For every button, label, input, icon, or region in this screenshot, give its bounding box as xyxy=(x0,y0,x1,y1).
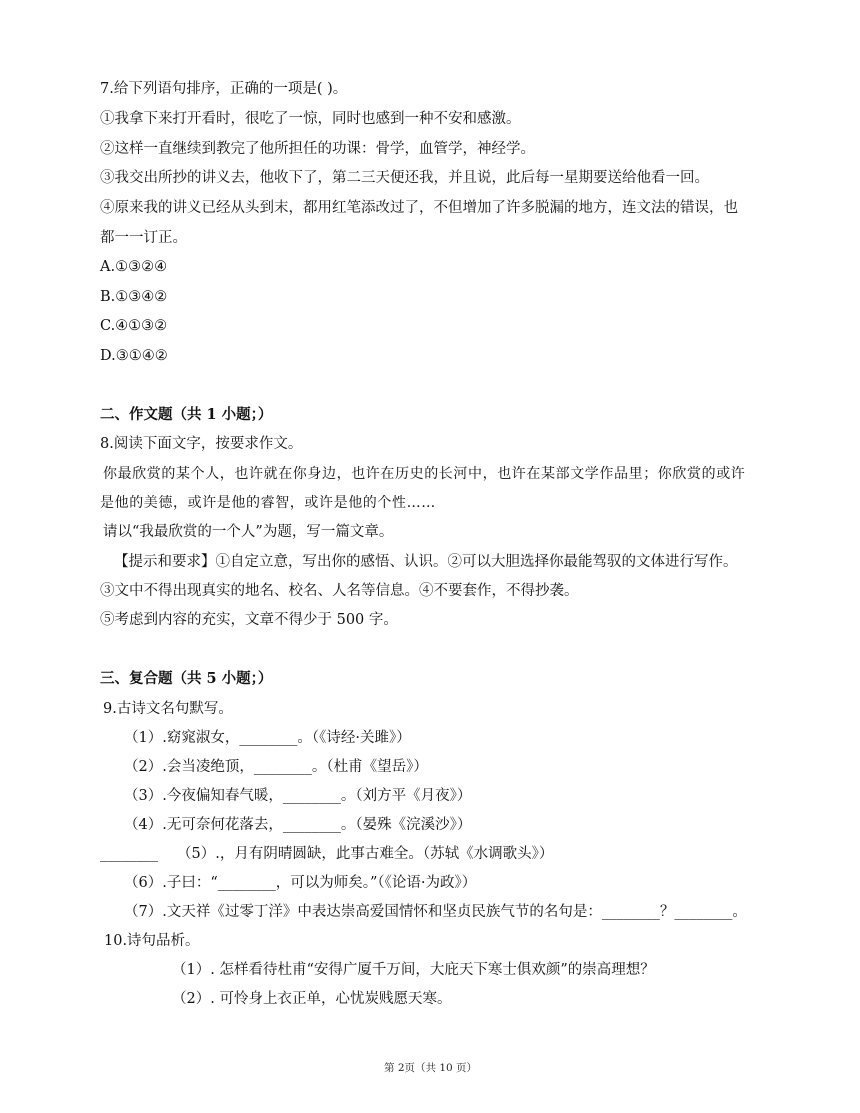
q10-stem: 10.诗句品析。 xyxy=(104,933,200,949)
q7-option-c: C.④①③② xyxy=(100,318,168,334)
q8-prompt-line-2: 是他的美德，或许是他的睿智，或许是他的个性…… xyxy=(100,495,436,511)
q9-item-1: （1）.窈窕淑女，________。（《诗经·关雎》） xyxy=(124,730,411,746)
section-2-heading: 二、作文题（共 1 小题；） xyxy=(100,406,273,423)
q9-item-6: （6）.子曰：“________，可以为师矣。”（《论语·为政》） xyxy=(124,875,477,891)
q9-item-4: （4）.无可奈何花落去，________。（晏殊《浣溪沙》） xyxy=(124,817,472,833)
q10-item-2: （2）. 可怜身上衣正单，心忧炭贱愿天寒。 xyxy=(172,991,452,1007)
q7-sentence-3: ③我交出所抄的讲义去，他收下了，第二三天便还我，并且说，此后每一星期要送给他看一回。 xyxy=(100,170,709,186)
q9-item-2: （2）.会当凌绝顶，________。（杜甫《望岳》） xyxy=(124,759,428,775)
q8-requirements-2: ③文中不得出现真实的地名、校名、人名等信息。④不要套作，不得抄袭。 xyxy=(100,583,579,599)
q10-item-1: （1）. 怎样看待杜甫“安得广厦千万间，大庇天下寒士俱欢颜”的崇高理想？ xyxy=(172,962,655,978)
q8-requirements-1: 【提示和要求】①自定立意，写出你的感悟、认识。②可以大胆选择你最能驾驭的文体进行写作。 xyxy=(114,554,738,570)
q7-option-a: A.①③②④ xyxy=(100,259,168,275)
q7-sentence-4: ④原来我的讲义已经从头到末，都用红笔添改过了，不但增加了许多脱漏的地方，连文法的错误，也 xyxy=(100,200,738,216)
section-3-heading: 三、复合题（共 5 小题；） xyxy=(100,670,273,687)
q7-sentence-2: ②这样一直继续到教完了他所担任的功课：骨学，血管学，神经学。 xyxy=(100,141,535,157)
q9-stem: 9.古诗文名句默写。 xyxy=(103,701,233,717)
q7-stem: 7.给下列语句排序，正确的一项是( )。 xyxy=(100,81,348,97)
q7-sentence-1: ①我拿下来打开看时，很吃了一惊，同时也感到一种不安和感激。 xyxy=(100,111,521,127)
q7-option-b: B.①③④② xyxy=(100,289,168,305)
q7-sentence-4-cont: 都一一订正。 xyxy=(100,230,187,246)
q8-prompt-line-1: 你最欣赏的某个人，也许就在你身边，也许在历史的长河中，也许在某部文学作品里；你欣赏的或许 xyxy=(103,466,746,482)
q8-requirements-3: ⑤考虑到内容的充实，文章不得少于 500 字。 xyxy=(100,612,398,628)
q8-title-instruction: 请以“我最欣赏的一个人”为题，写一篇文章。 xyxy=(103,524,394,540)
q7-option-d: D.③①④② xyxy=(100,348,168,364)
page-footer: 第 2页（共 10 页） xyxy=(384,1062,478,1074)
q8-stem: 8.阅读下面文字，按要求作文。 xyxy=(100,436,303,452)
q9-item-7: （7）.文天祥《过零丁洋》中表达崇高爱国情怀和坚贞民族气节的名句是：________？________。 xyxy=(124,904,747,920)
q9-item-3: （3）.今夜偏知春气暖，________。（刘方平《月夜》） xyxy=(124,788,472,804)
q9-item-5-blank: ________ xyxy=(100,846,158,862)
q9-item-5: （5）.，月有阴晴圆缺，此事古难全。（苏轼《水调歌头》） xyxy=(177,846,554,862)
